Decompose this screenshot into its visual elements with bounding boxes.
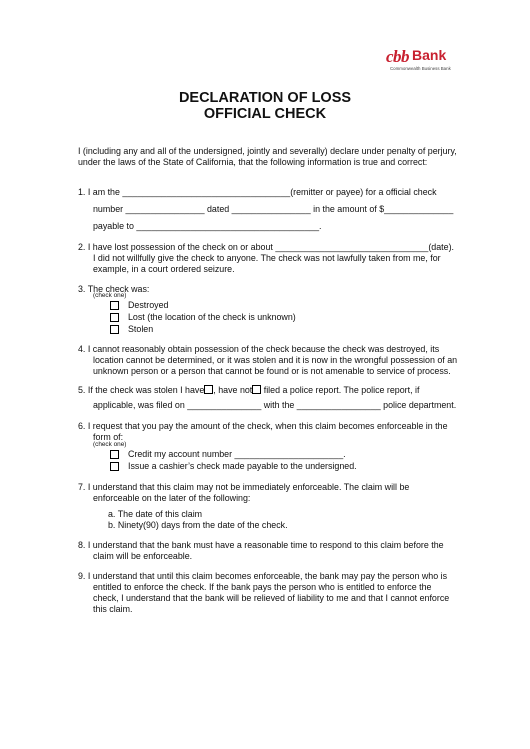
item9-line-1: 9. I understand that until this claim becomes enforceable, the bank may pay the person who is [78, 571, 448, 581]
logo-word: Bank [412, 47, 447, 63]
credit-account-checkbox[interactable] [110, 450, 119, 459]
item7-option-a: a. The date of this claim [108, 509, 203, 519]
item1-line-3: payable to _____________________________________. [93, 221, 322, 231]
stolen-checkbox[interactable] [110, 325, 119, 334]
item5-text-1: 5. If the check was stolen I have [78, 385, 205, 395]
document-subtitle: OFFICIAL CHECK [203, 106, 327, 122]
item2-line-2: I did not willfully give the check to anyone. The check was not lawfully taken from me, for [93, 253, 441, 263]
document-title: DECLARATION OF LOSS [178, 90, 352, 106]
intro-line-1: I (including any and all of the undersigned, jointly and severally) declare under penalty of perjury, [78, 146, 457, 156]
item5-line-2: applicable, was filed on _______________ with the _________________ police department. [93, 400, 457, 410]
item6-check-one-note: (check one) [93, 441, 127, 448]
item1-line-1: 1. I am the __________________________________(remitter or payee) for a official check [78, 187, 437, 197]
lost-label: Lost (the location of the check is unknown) [128, 312, 296, 322]
logo-subtitle: Commonwealth Business Bank [390, 66, 451, 71]
destroyed-label: Destroyed [128, 300, 169, 310]
item8-line-1: 8. I understand that the bank must have a reasonable time to respond to this claim before the [78, 540, 444, 550]
item2-line-3: example, in a court ordered seizure. [93, 264, 235, 274]
item5-text-2: , have not [213, 385, 253, 395]
have-filed-checkbox[interactable] [204, 385, 213, 394]
item3-line-1: 3. The check was: [78, 284, 150, 294]
item8-line-2: claim will be enforceable. [93, 551, 193, 561]
item7-line-2: enforceable on the later of the following: [93, 493, 251, 503]
item4-line-2: location cannot be determined, or it was stolen and it is now in the wrongful possession of an [93, 355, 458, 365]
item7-option-b: b. Ninety(90) days from the date of the check. [108, 520, 288, 530]
credit-account-label: Credit my account number ______________________. [128, 449, 346, 459]
intro-line-2: under the laws of the State of California, that the following information is true and correct: [78, 157, 428, 167]
destroyed-checkbox[interactable] [110, 301, 119, 310]
item9-line-3: check, I understand that the bank will be relieved of liability to me and that I cannot enforce [93, 593, 450, 603]
cashiers-check-label: Issue a cashier’s check made payable to the undersigned. [128, 461, 357, 471]
have-not-filed-checkbox[interactable] [252, 385, 261, 394]
item4-line-3: unknown person or a person that cannot be found or is not amenable to service of process. [93, 366, 451, 376]
logo-mark: cbb [386, 47, 410, 66]
item5-line-1 [78, 385, 419, 396]
item7-line-1: 7. I understand that this claim may not be immediately enforceable. The claim will be [78, 482, 410, 492]
item6-line-2: form of: [93, 432, 124, 442]
item4-line-1: 4. I cannot reasonably obtain possession of the check because the check was destroyed, its [78, 344, 440, 354]
bank-logo [386, 47, 466, 75]
item2-line-1: 2. I have lost possession of the check on or about _______________________________(date). [78, 242, 455, 252]
item9-line-4: this claim. [93, 604, 133, 614]
item9-line-2: entitled to enforce the check. If the bank pays the person who is entitled to enforce the [93, 582, 432, 592]
stolen-label: Stolen [128, 324, 154, 334]
item5-text-3: filed a police report. The police report, if [261, 385, 420, 395]
cashiers-check-checkbox[interactable] [110, 462, 119, 471]
lost-checkbox[interactable] [110, 313, 119, 322]
item1-line-2: number ________________ dated ________________ in the amount of $______________ [93, 204, 454, 214]
item3-check-one-note: (check one) [93, 292, 127, 299]
item6-line-1: 6. I request that you pay the amount of the check, when this claim becomes enforceable in the [78, 421, 448, 431]
